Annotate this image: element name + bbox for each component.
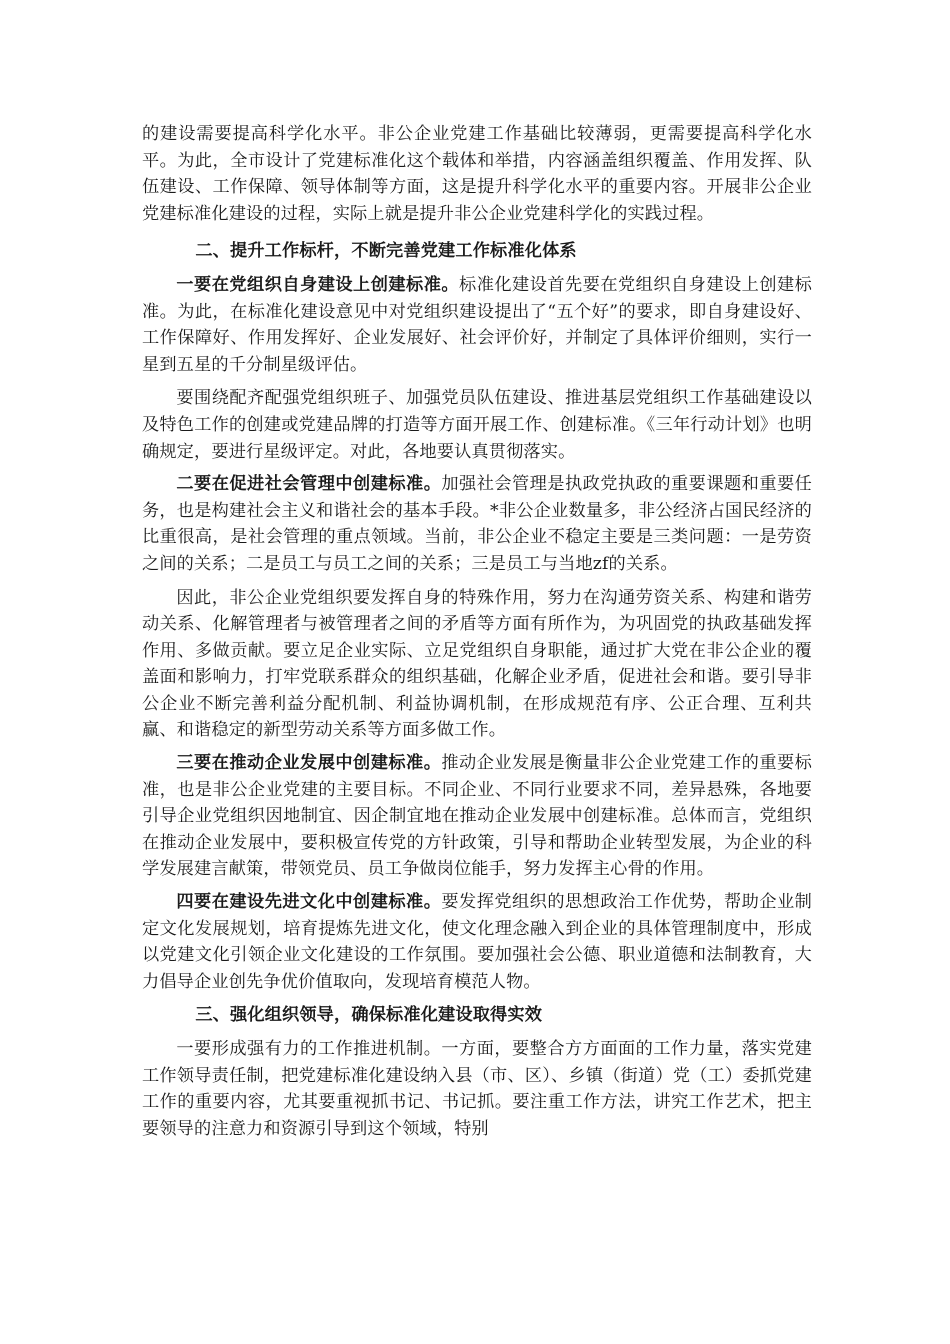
paragraph-mechanism: 一要形成强有力的工作推进机制。一方面，要整合方方面面的工作力量，落实党建工作领导责任制，把党建标准化建设纳入县（市、区）、乡镇（街道）党（工）委抓党建工作的重要内容，尤其要重视抓书记、书记抓。要注重工作方法，讲究工作艺术，把主要领导的注意力和资源引导到这个领域，特别 <box>142 1039 812 1139</box>
paragraph-standard-3 <box>142 750 812 883</box>
paragraph-lead-2: 二要在促进社会管理中创建标准。 <box>176 474 442 495</box>
paragraph-organization-work: 要围绕配齐配强党组织班子、加强党员队伍建设、推进基层党组织工作基础建设以及特色工作的创建或党建品牌的打造等方面开展工作、创建标准。《三年行动计划》也明确规定，要进行星级评定。对此，各地要认真贯彻落实。 <box>142 388 812 462</box>
paragraph-lead-1: 一要在党组织自身建设上创建标准。 <box>176 274 460 295</box>
section-heading-2: 二、提升工作标杆，不断完善党建工作标准化体系 <box>195 241 577 262</box>
section-heading-3: 三、强化组织领导，确保标准化建设取得实效 <box>195 1005 543 1026</box>
paragraph-standard-4 <box>142 889 812 995</box>
paragraph-body-1: 标准化建设首先要在党组织自身建设上创建标准。为此，在标准化建设意见中对党组织建设提出了“五个好”的要求，即自身建设好、工作保障好、作用发挥好、企业发展好、社会评价好，并制定了具体评价细则，实行一星到五星的千分制星级评估。 <box>142 274 812 375</box>
paragraph-standard-2 <box>142 471 812 577</box>
document-page <box>142 121 812 1148</box>
paragraph-lead-3: 三要在推动企业发展中创建标准。 <box>176 753 442 774</box>
paragraph-body-2: 加强社会管理是执政党执政的重要课题和重要任务，也是构建社会主义和谐社会的基本手段。*非公企业数量多，非公经济占国民经济的比重很高，是社会管理的重点领域。当前，非公企业不稳定主要是三类问题：一是劳资之间的关系；二是员工与员工之间的关系；三是员工与当地zf的关系。 <box>142 474 812 574</box>
paragraph-standard-1 <box>142 272 812 378</box>
paragraph-intro-continued: 的建设需要提高科学化水平。非公企业党建工作基础比较薄弱，更需要提高科学化水平。为此，全市设计了党建标准化这个载体和举措，内容涵盖组织覆盖、作用发挥、队伍建设、工作保障、领导体制等方面，这是提升科学化水平的重要内容。开展非公企业党建标准化建设的过程，实际上就是提升非公企业党建科学化的实践过程。 <box>142 124 812 224</box>
paragraph-social-role: 因此，非公企业党组织要发挥自身的特殊作用，努力在沟通劳资关系、构建和谐劳动关系、化解管理者与被管理者之间的矛盾等方面有所作为，为巩固党的执政基础发挥作用、多做贡献。要立足企业实际、立足党组织自身职能，通过扩大党在非公企业的覆盖面和影响力，打牢党联系群众的组织基础，化解企业矛盾，促进社会和谐。要引导非公企业不断完善利益分配机制、利益协调机制，在形成规范有序、公正合理、互利共赢、和谐稳定的新型劳动关系等方面多做工作。 <box>142 587 812 741</box>
paragraph-body-3: 推动企业发展是衡量非公企业党建工作的重要标准，也是非公企业党建的主要目标。不同企业、不同行业要求不同，差异悬殊，各地要引导企业党组织因地制宜、因企制宜地在推动企业发展中创建标准。总体而言，党组织在推动企业发展中，要积极宣传党的方针政策，引导和帮助企业转型发展，为企业的科学发展建言献策，带领党员、员工争做岗位能手，努力发挥主心骨的作用。 <box>142 753 812 880</box>
paragraph-lead-4: 四要在建设先进文化中创建标准。 <box>176 892 442 913</box>
paragraph-body-4: 要发挥党组织的思想政治工作优势，帮助企业制定文化发展规划，培育提炼先进文化，使文化理念融入到企业的具体管理制度中，形成以党建文化引领企业文化建设的工作氛围。要加强社会公德、职业道德和法制教育，大力倡导企业创先争优价值取向，发现培育模范人物。 <box>142 892 812 992</box>
